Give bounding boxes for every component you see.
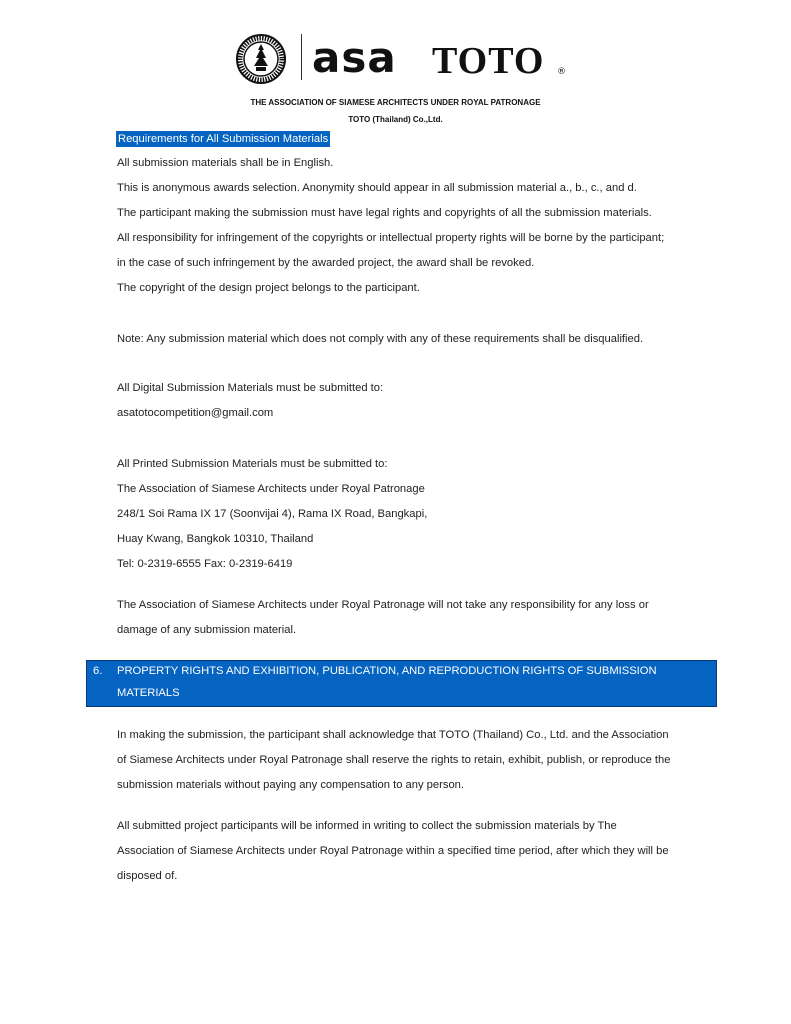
registered-mark: ®: [557, 67, 566, 77]
section-6-paragraph-line: All submitted project participants will be informed in writing to collect the submission materials by The: [117, 820, 617, 832]
disclaimer-line: damage of any submission material.: [117, 624, 297, 636]
section-6-title: PROPERTY RIGHTS AND EXHIBITION, PUBLICATION, AND REPRODUCTION RIGHTS OF SUBMISSION: [117, 665, 657, 677]
section-6-paragraph-line: Association of Siamese Architects under Royal Patronage within a specified time period, after which they will be: [117, 845, 669, 857]
address-line: Huay Kwang, Bangkok 10310, Thailand: [117, 533, 314, 545]
submission-email-link[interactable]: asatotocompetition@gmail.com: [117, 407, 274, 419]
section-6-paragraph-line: In making the submission, the participant shall acknowledge that TOTO (Thailand) Co., Ltd. and the Association: [117, 729, 669, 741]
requirement-line: The copyright of the design project belongs to the participant.: [117, 282, 420, 294]
requirement-line: This is anonymous awards selection. Anonymity should appear in all submission material a., b., c., and d.: [117, 182, 637, 194]
printed-submission-label: All Printed Submission Materials must be submitted to:: [117, 458, 388, 470]
association-seal-logo: [236, 34, 286, 84]
requirement-line: in the case of such infringement by the awarded project, the award shall be revoked.: [117, 257, 535, 269]
section-6-paragraph-line: of Siamese Architects under Royal Patronage shall reserve the rights to retain, exhibit, publish, or reproduce the: [117, 754, 671, 766]
section-6-paragraph-line: submission materials without paying any compensation to any person.: [117, 779, 464, 791]
digital-submission-label: All Digital Submission Materials must be submitted to:: [117, 382, 384, 394]
requirement-line: All responsibility for infringement of the copyrights or intellectual property rights will be borne by the participant;: [117, 232, 665, 244]
section-6-paragraph-line: disposed of.: [117, 870, 178, 882]
association-name: THE ASSOCIATION OF SIAMESE ARCHITECTS UNDER ROYAL PATRONAGE: [250, 98, 541, 107]
company-name: TOTO (Thailand) Co.,Ltd.: [348, 115, 443, 124]
address-line: The Association of Siamese Architects under Royal Patronage: [117, 483, 425, 495]
logo-divider: [301, 34, 302, 80]
disclaimer-line: The Association of Siamese Architects under Royal Patronage will not take any responsibility for any loss or: [117, 599, 649, 611]
requirement-line: The participant making the submission must have legal rights and copyrights of all the submission materials.: [117, 207, 652, 219]
toto-logo: TOTO: [432, 40, 545, 82]
requirements-heading: Requirements for All Submission Materials: [118, 133, 329, 145]
contact-phone-fax: Tel: 0-2319-6555 Fax: 0-2319-6419: [117, 558, 293, 570]
address-line: 248/1 Soi Rama IX 17 (Soonvijai 4), Rama IX Road, Bangkapi,: [117, 508, 428, 520]
disqualification-note: Note: Any submission material which does not comply with any of these requirements shall be disqualified.: [117, 333, 644, 345]
section-6-title-continued: MATERIALS: [117, 687, 180, 699]
requirement-line: All submission materials shall be in English.: [117, 157, 334, 169]
asa-logo: asa: [312, 33, 397, 82]
section-6-number: 6.: [93, 665, 103, 677]
